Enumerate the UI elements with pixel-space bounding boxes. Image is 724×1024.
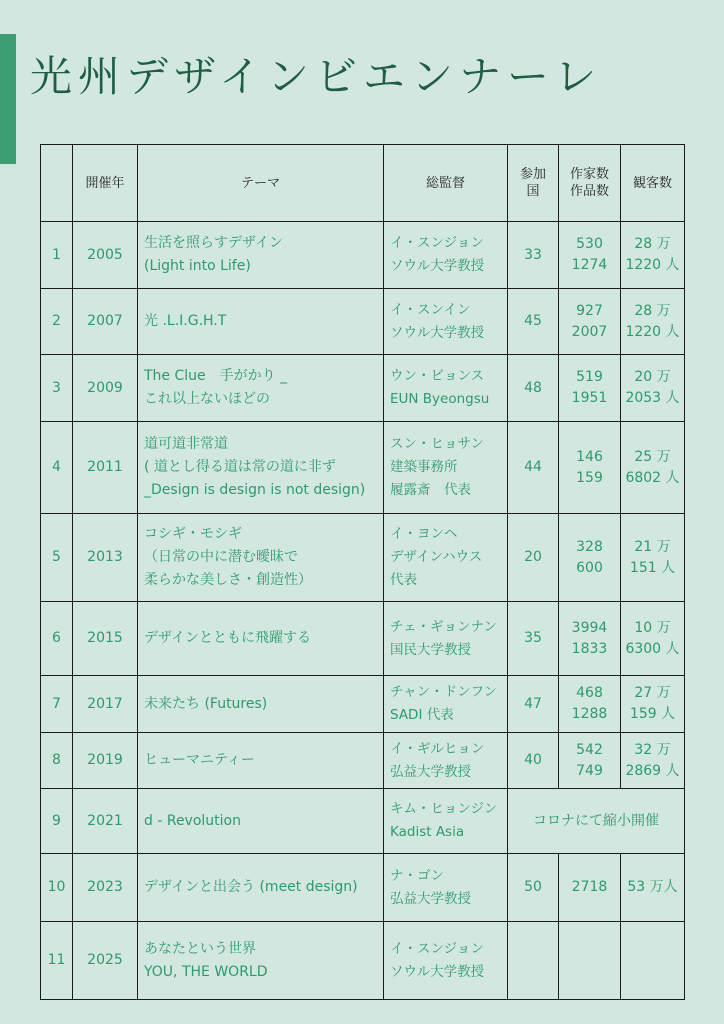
row-director-line: イ・ギルヒョン <box>390 740 485 757</box>
row-theme-line: YOU, THE WORLD <box>144 963 268 980</box>
row-director <box>384 789 508 854</box>
header-countries-line: 参加 <box>519 167 546 182</box>
row-works-line: 468 <box>576 685 603 701</box>
row-director <box>384 289 508 355</box>
row-director <box>384 514 508 602</box>
row-visitors-line: 2869 人 <box>625 762 680 779</box>
row-director-line: ソウル大学教授 <box>390 963 485 980</box>
row-theme <box>138 355 384 422</box>
table-row <box>41 422 685 514</box>
page-title: 光州デザインビエンナーレ <box>30 52 603 101</box>
accent-bar <box>0 34 16 164</box>
row-visitors-line: 1220 人 <box>625 323 680 340</box>
row-works-line: 3994 <box>571 619 608 636</box>
row-director-line: デザインハウス <box>390 549 483 565</box>
row-year: 2017 <box>73 676 138 733</box>
row-theme <box>138 922 384 1000</box>
row-director-line: ソウル大学教授 <box>390 324 485 341</box>
header-visitors: 観客数 <box>621 145 685 222</box>
row-works <box>559 602 621 676</box>
table-row <box>41 854 685 922</box>
row-countries <box>508 922 559 1000</box>
row-visitors-line: 1220 人 <box>625 257 680 273</box>
row-visitors <box>621 676 685 733</box>
row-works-line: 927 <box>576 302 603 319</box>
header-no <box>41 145 73 222</box>
row-visitors-line: 151 人 <box>629 559 676 576</box>
row-number: 5 <box>41 514 73 602</box>
row-theme-line: (Light into Life) <box>144 258 251 274</box>
table-row <box>41 602 685 676</box>
row-works-line: 2007 <box>571 323 608 340</box>
row-works <box>559 355 621 422</box>
header-works-line: 作家数 <box>569 167 609 182</box>
biennale-table <box>40 144 685 1000</box>
header-works-line: 作品数 <box>569 184 609 199</box>
row-works <box>559 289 621 355</box>
row-countries: 48 <box>508 355 559 422</box>
row-visitors-line: 159 人 <box>629 706 676 722</box>
row-visitors-line: 28 万 <box>634 236 671 252</box>
row-theme-line: 光 .L.I.G.H.T <box>144 313 227 329</box>
row-works-line: 1288 <box>571 706 608 722</box>
row-theme <box>138 854 384 922</box>
row-visitors-line: 6300 人 <box>625 640 680 657</box>
row-visitors <box>621 355 685 422</box>
row-year: 2007 <box>73 289 138 355</box>
header-row <box>41 145 685 222</box>
row-number: 4 <box>41 422 73 514</box>
row-number: 10 <box>41 854 73 922</box>
table-row <box>41 289 685 355</box>
row-visitors-line: 6802 人 <box>625 469 680 486</box>
row-visitors-line: 10 万 <box>634 619 671 636</box>
row-director-line: イ・スンジョン <box>390 940 484 957</box>
row-works-line: 749 <box>576 762 603 779</box>
row-theme-line: ヒューマニティー <box>144 752 255 768</box>
row-director <box>384 922 508 1000</box>
row-works-line: 146 <box>576 448 603 465</box>
row-works <box>559 854 621 922</box>
row-works-line: 542 <box>576 741 603 758</box>
row-visitors-line: 25 万 <box>634 448 671 465</box>
row-year: 2025 <box>73 922 138 1000</box>
row-number: 1 <box>41 222 73 289</box>
row-year: 2013 <box>73 514 138 602</box>
row-director-line: 国民大学教授 <box>390 641 471 658</box>
header-theme: テーマ <box>138 145 384 222</box>
row-director-line: 履露斎 代表 <box>390 482 471 498</box>
row-note: コロナにて縮小開催 <box>508 789 685 854</box>
row-director-line: Kadist Asia <box>390 824 465 840</box>
row-director-line: イ・スンイン <box>390 301 471 318</box>
row-director-line: ナ・ゴン <box>390 867 444 884</box>
header-countries <box>508 145 559 222</box>
table-row <box>41 514 685 602</box>
row-theme-line: 道可道非常道 <box>144 436 228 452</box>
row-number: 9 <box>41 789 73 854</box>
row-theme-line: _Design is design is not design) <box>144 482 366 498</box>
row-visitors <box>621 602 685 676</box>
row-works-line: 1274 <box>571 257 608 273</box>
row-director <box>384 854 508 922</box>
row-theme-line: （日常の中に潜む曖昧で <box>144 549 298 565</box>
row-theme-line: これ以上ないほどの <box>144 391 270 407</box>
row-countries: 20 <box>508 514 559 602</box>
row-theme-line: あなたという世界 <box>144 940 256 957</box>
row-works <box>559 733 621 789</box>
row-visitors-line: 32 万 <box>634 741 671 758</box>
row-works-line: 2718 <box>571 879 608 895</box>
row-director-line: イ・スンジョン <box>390 235 484 251</box>
row-visitors <box>621 289 685 355</box>
row-visitors-line: 2053 人 <box>625 390 680 406</box>
row-director-line: スン・ヒョサン <box>390 436 484 452</box>
row-director-line: ウン・ビョンス <box>390 368 485 384</box>
row-visitors-line: 20 万 <box>634 369 671 385</box>
table-row <box>41 922 685 1000</box>
row-countries: 50 <box>508 854 559 922</box>
row-director-line: イ・ヨンヘ <box>390 526 458 542</box>
row-visitors-line: 53 万人 <box>627 879 678 895</box>
row-theme-line: コシギ・モシギ <box>144 526 242 542</box>
row-works <box>559 514 621 602</box>
row-director <box>384 602 508 676</box>
row-director <box>384 422 508 514</box>
row-theme-line: 未来たち (Futures) <box>144 695 268 712</box>
row-theme <box>138 789 384 854</box>
row-works-line: 159 <box>576 469 603 486</box>
row-theme <box>138 289 384 355</box>
row-year: 2015 <box>73 602 138 676</box>
row-director <box>384 733 508 789</box>
row-number: 6 <box>41 602 73 676</box>
row-works <box>559 222 621 289</box>
header-year: 開催年 <box>73 145 138 222</box>
row-director <box>384 355 508 422</box>
row-works-line: 600 <box>576 559 603 576</box>
row-countries: 45 <box>508 289 559 355</box>
row-theme-line: 生活を照らすデザイン <box>144 235 284 251</box>
row-director <box>384 676 508 733</box>
row-year: 2011 <box>73 422 138 514</box>
table-row <box>41 789 685 854</box>
row-works <box>559 676 621 733</box>
row-director-line: チェ・ギョンナン <box>390 618 497 635</box>
table-row <box>41 355 685 422</box>
row-director-line: 建築事務所 <box>390 459 458 475</box>
row-countries: 47 <box>508 676 559 733</box>
table-row <box>41 733 685 789</box>
row-countries: 33 <box>508 222 559 289</box>
table-row <box>41 676 685 733</box>
row-year: 2019 <box>73 733 138 789</box>
row-works-line: 530 <box>576 236 603 252</box>
row-director-line: ソウル大学教授 <box>390 258 485 274</box>
row-theme-line: d - Revolution <box>144 812 241 829</box>
row-countries: 40 <box>508 733 559 789</box>
row-director-line: SADI 代表 <box>390 707 454 723</box>
row-theme <box>138 602 384 676</box>
row-year: 2009 <box>73 355 138 422</box>
row-theme <box>138 422 384 514</box>
row-theme <box>138 222 384 289</box>
row-works <box>559 422 621 514</box>
header-countries-line: 国 <box>526 184 540 199</box>
header-works <box>559 145 621 222</box>
row-theme-line: デザインとともに飛躍する <box>144 630 312 646</box>
row-year: 2021 <box>73 789 138 854</box>
row-visitors <box>621 514 685 602</box>
header-director: 総監督 <box>384 145 508 222</box>
row-theme-line: ( 道とし得る道は常の道に非ず <box>144 459 336 475</box>
row-number: 2 <box>41 289 73 355</box>
row-works-line: 519 <box>576 369 603 385</box>
row-visitors <box>621 922 685 1000</box>
row-works-line: 1833 <box>571 640 608 657</box>
row-theme <box>138 514 384 602</box>
row-year: 2005 <box>73 222 138 289</box>
row-director-line: 弘益大学教授 <box>390 890 471 907</box>
row-director <box>384 222 508 289</box>
row-visitors-line: 27 万 <box>634 685 671 701</box>
row-visitors <box>621 422 685 514</box>
table-row <box>41 222 685 289</box>
row-theme <box>138 676 384 733</box>
row-director-line: キム・ヒョンジン <box>390 801 498 817</box>
row-number: 8 <box>41 733 73 789</box>
row-director-line: 弘益大学教授 <box>390 763 471 780</box>
row-director-line: チャン・ドンフン <box>390 684 498 700</box>
row-countries: 44 <box>508 422 559 514</box>
row-theme-line: デザインと出会う (meet design) <box>144 879 358 895</box>
row-theme <box>138 733 384 789</box>
row-works <box>559 922 621 1000</box>
row-visitors-line: 21 万 <box>634 538 671 555</box>
row-director-line: 代表 <box>390 572 417 588</box>
row-visitors-line: 28 万 <box>634 302 671 319</box>
row-number: 7 <box>41 676 73 733</box>
row-theme-line: The Clue 手がかり _ <box>144 368 288 384</box>
row-visitors <box>621 222 685 289</box>
row-year: 2023 <box>73 854 138 922</box>
row-visitors <box>621 733 685 789</box>
row-director-line: EUN Byeongsu <box>390 391 490 407</box>
row-works-line: 328 <box>576 538 603 555</box>
row-visitors <box>621 854 685 922</box>
row-theme-line: 柔らかな美しさ・創造性） <box>144 572 312 588</box>
row-works-line: 1951 <box>571 390 608 406</box>
row-countries: 35 <box>508 602 559 676</box>
row-number: 11 <box>41 922 73 1000</box>
row-number: 3 <box>41 355 73 422</box>
